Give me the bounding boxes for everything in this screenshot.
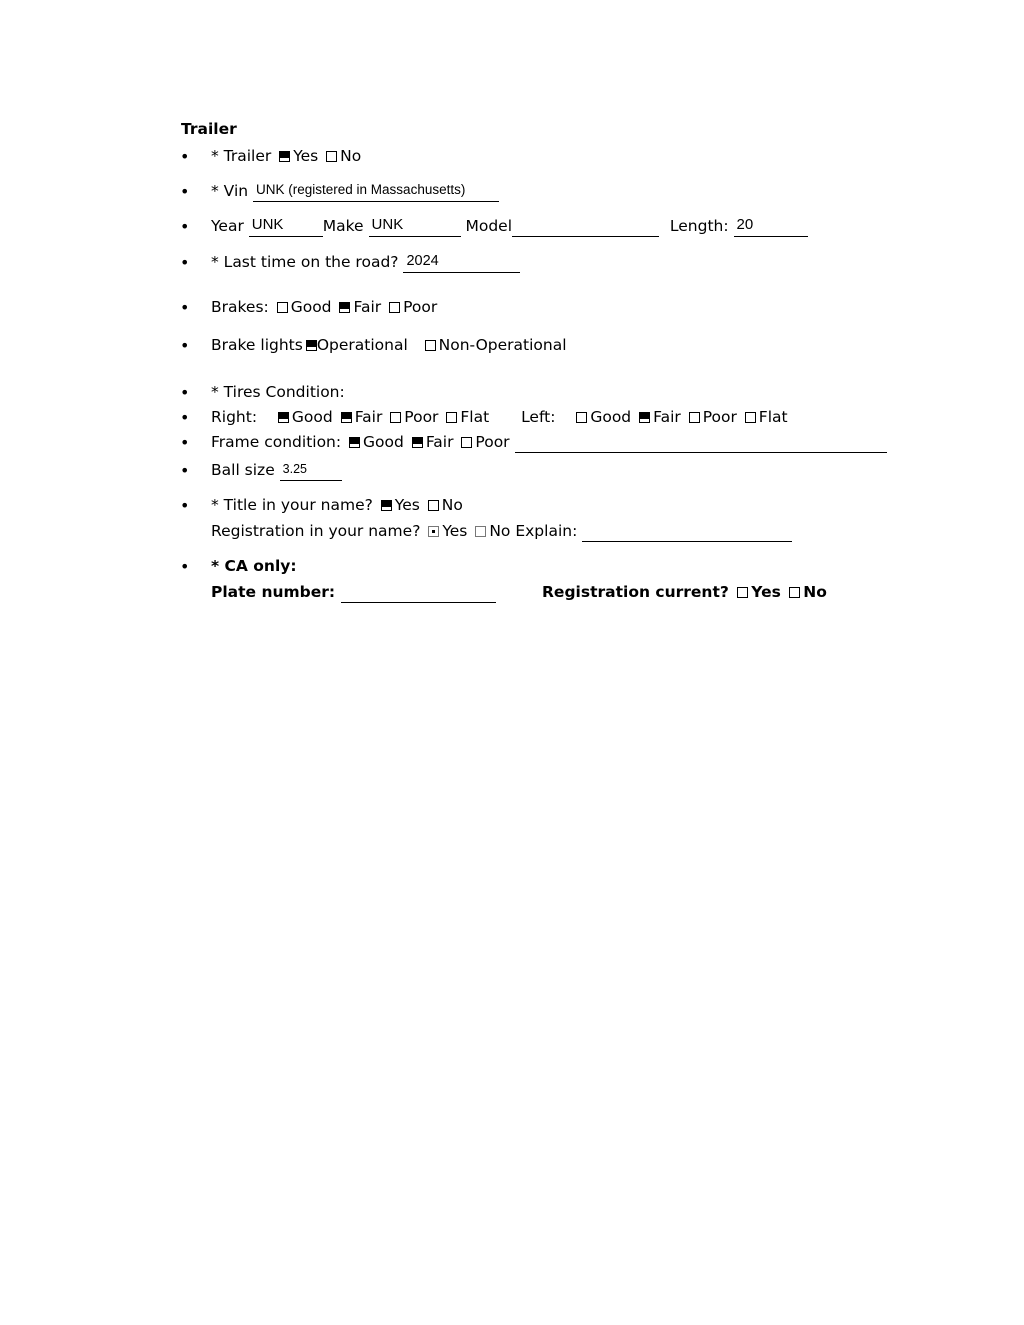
bullet: • [180,433,190,452]
brake-lights-label: Brake lights [211,336,303,354]
right-poor-checkbox[interactable] [390,412,401,423]
make-label: Make [322,217,364,235]
trailer-no-checkbox[interactable] [326,151,337,162]
registration-yes-checkbox[interactable] [428,526,439,537]
bullet: • [180,461,190,480]
last-road-field[interactable] [403,252,520,273]
registration-current-no-checkbox[interactable] [789,587,800,598]
brakes-poor-checkbox[interactable] [389,302,400,313]
title-name-label: * Title in your name? [211,496,373,514]
left-flat-checkbox[interactable] [745,412,756,423]
left-poor-label: Poor [702,408,737,426]
trailer-label: * Trailer [211,147,272,165]
brakes-fair-label: Fair [353,298,382,316]
right-flat-label: Flat [460,408,490,426]
vin-field[interactable] [253,181,499,202]
frame-poor-checkbox[interactable] [461,437,472,448]
brakes-good-checkbox[interactable] [277,302,288,313]
trailer-row [211,145,361,167]
year-value: UNK [251,216,284,233]
bullet: • [180,147,190,166]
make-field[interactable] [369,216,461,237]
registration-current-no-label: No [803,583,827,601]
plate-label: Plate number: [211,583,336,601]
registration-current-row [542,581,827,603]
frame-fair-label: Fair [425,433,454,451]
bullet: • [180,336,190,355]
ball-size-label: Ball size [211,461,275,479]
frame-notes-field[interactable] [515,432,887,453]
right-good-checkbox[interactable] [278,412,289,423]
vin-label: * Vin [211,182,249,200]
title-name-row [211,494,463,516]
year-field[interactable] [249,216,323,237]
left-poor-checkbox[interactable] [689,412,700,423]
left-fair-label: Fair [653,408,681,426]
last-road-label: * Last time on the road? [211,253,399,271]
left-flat-label: Flat [758,408,788,426]
tires-right-label: Right: [211,408,258,426]
form-title: Trailer [181,120,237,138]
brakes-label: Brakes: [211,298,269,316]
trailer-no-label: No [340,147,362,165]
brake-lights-operational-checkbox[interactable] [306,340,317,351]
right-fair-label: Fair [354,408,383,426]
year-label: Year [211,217,244,235]
length-value: 20 [736,216,754,233]
model-field[interactable] [512,216,659,237]
tires-label: * Tires Condition: [211,383,345,401]
make-value: UNK [371,216,404,233]
left-good-checkbox[interactable] [576,412,587,423]
frame-good-label: Good [363,433,404,451]
tires-right-left-row [211,406,788,428]
bullet: • [180,217,190,236]
registration-no-checkbox[interactable] [475,526,486,537]
brake-lights-row [211,334,567,356]
ca-heading-row [211,555,297,577]
registration-current-yes-label: Yes [751,583,781,601]
tires-left-label: Left: [521,408,556,426]
bullet: • [180,298,190,317]
registration-current-yes-checkbox[interactable] [737,587,748,598]
last-road-value: 2024 [406,253,439,269]
title-no-label: No [441,496,463,514]
plate-number-field[interactable] [341,582,496,603]
title-yes-checkbox[interactable] [381,500,392,511]
brake-lights-non-operational-label: Non-Operational [438,336,567,354]
bullet: • [180,253,190,272]
frame-row [211,431,887,453]
bullet: • [180,496,190,515]
right-flat-checkbox[interactable] [446,412,457,423]
left-good-label: Good [590,408,632,426]
registration-row [211,520,792,542]
plate-row [211,581,496,603]
vin-value: UNK (registered in Massachusetts) [256,182,466,197]
right-fair-checkbox[interactable] [341,412,352,423]
registration-label: Registration in your name? [211,522,421,540]
ball-size-value: 3.25 [282,462,308,476]
right-poor-label: Poor [404,408,439,426]
length-label: Length: [669,217,729,235]
bullet: • [180,383,190,402]
left-fair-checkbox[interactable] [639,412,650,423]
length-field[interactable] [734,216,808,237]
registration-no-label: No [489,522,511,540]
frame-fair-checkbox[interactable] [412,437,423,448]
right-good-label: Good [291,408,333,426]
brakes-poor-label: Poor [403,298,438,316]
trailer-yes-label: Yes [293,147,319,165]
brakes-row [211,296,437,318]
registration-explain-label: Explain: [515,522,578,540]
tires-heading-row [211,381,345,403]
brakes-fair-checkbox[interactable] [339,302,350,313]
last-road-row [211,251,520,273]
bullet: • [180,182,190,201]
ca-label: * CA only: [211,557,297,575]
ball-size-row [211,459,342,481]
frame-poor-label: Poor [475,433,510,451]
title-yes-label: Yes [394,496,420,514]
brake-lights-operational-label: Operational [316,336,408,354]
vin-row [211,180,499,202]
frame-label: Frame condition: [211,433,342,451]
ball-size-field[interactable] [280,460,342,481]
registration-yes-label: Yes [442,522,468,540]
bullet: • [180,557,190,576]
registration-explain-field[interactable] [582,521,792,542]
frame-good-checkbox[interactable] [349,437,360,448]
bullet: • [180,408,190,427]
brakes-good-label: Good [290,298,332,316]
title-no-checkbox[interactable] [428,500,439,511]
model-label: Model [465,217,513,235]
vehicle-info-row [211,215,808,237]
brake-lights-non-operational-checkbox[interactable] [425,340,436,351]
trailer-yes-checkbox[interactable] [279,151,290,162]
registration-current-label: Registration current? [542,583,729,601]
